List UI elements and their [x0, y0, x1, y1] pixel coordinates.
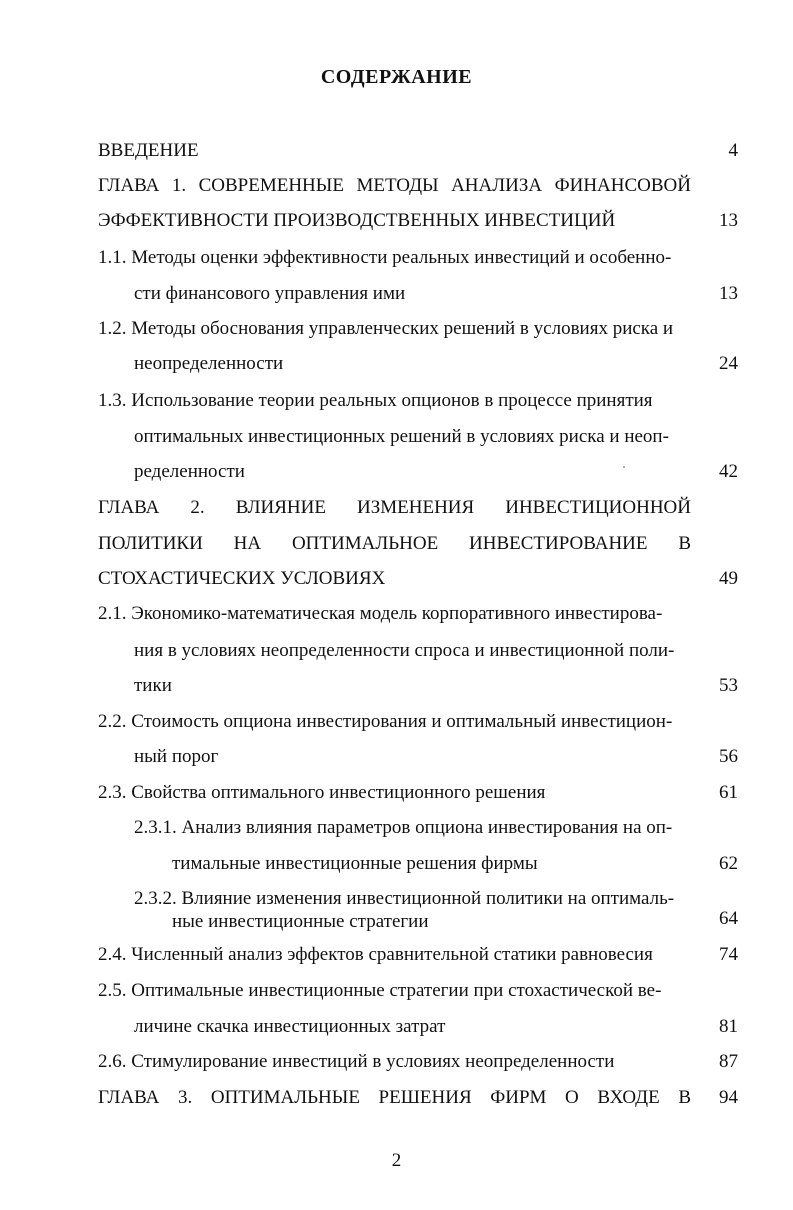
toc-page-number: 74	[719, 944, 738, 965]
toc-page-number: 49	[719, 568, 738, 589]
toc-chapter-3-line-1: ГЛАВА 3. ОПТИМАЛЬНЫЕ РЕШЕНИЯ ФИРМ О ВХОДЕ В	[98, 1087, 691, 1108]
toc-chapter-2-line-1: ГЛАВА 2. ВЛИЯНИЕ ИЗМЕНЕНИЯ ИНВЕСТИЦИОННОЙ	[98, 497, 691, 518]
toc-section-2-1-line-2: ния в условиях неопределенности спроса и инвестиционной поли-	[134, 640, 675, 661]
toc-section-2-6: 2.6. Стимулирование инвестиций в условиях неопределенности	[98, 1051, 615, 1072]
page-title: СОДЕРЖАНИЕ	[320, 66, 473, 88]
scan-speck	[623, 466, 625, 468]
toc-section-1-3-line-3: ределенности	[134, 461, 245, 482]
toc-subsection-2-3-1-line-2: тимальные инвестиционные решения фирмы	[172, 853, 538, 874]
toc-chapter-1-line-2: ЭФФЕКТИВНОСТИ ПРОИЗВОДСТВЕННЫХ ИНВЕСТИЦИЙ	[98, 210, 616, 231]
toc-entry-intro: ВВЕДЕНИЕ	[98, 140, 199, 161]
toc-page-number: 62	[719, 853, 738, 874]
toc-section-2-4: 2.4. Численный анализ эффектов сравнительной статики равновесия	[98, 944, 653, 965]
toc-section-2-2-line-1: 2.2. Стоимость опциона инвестирования и оптимальный инвестицион-	[98, 711, 673, 732]
toc-page-number: 81	[719, 1016, 738, 1037]
toc-section-2-5-line-1: 2.5. Оптимальные инвестиционные стратегии при стохастической ве-	[98, 980, 662, 1001]
toc-section-1-1-line-2: сти финансового управления ими	[134, 283, 406, 304]
toc-page-number: 53	[719, 675, 738, 696]
toc-section-2-1-line-3: тики	[134, 675, 172, 696]
toc-section-1-3-line-1: 1.3. Использование теории реальных опционов в процессе принятия	[98, 390, 653, 411]
toc-chapter-2-line-2: ПОЛИТИКИ НА ОПТИМАЛЬНОЕ ИНВЕСТИРОВАНИЕ В	[98, 533, 691, 554]
toc-page-number: 4	[728, 140, 738, 161]
toc-section-2-3: 2.3. Свойства оптимального инвестиционного решения	[98, 782, 546, 803]
toc-page-number: 64	[719, 908, 738, 929]
toc-page-number: 61	[719, 782, 738, 803]
toc-page-number: 13	[719, 283, 738, 304]
toc-section-1-2-line-1: 1.2. Методы обоснования управленческих решений в условиях риска и	[98, 318, 674, 339]
toc-page-number: 56	[719, 746, 738, 767]
toc-chapter-2-line-3: СТОХАСТИЧЕСКИХ УСЛОВИЯХ	[98, 568, 386, 589]
toc-page-number: 24	[719, 353, 738, 374]
toc-chapter-1-line-1: ГЛАВА 1. СОВРЕМЕННЫЕ МЕТОДЫ АНАЛИЗА ФИНАНСОВОЙ	[98, 175, 691, 196]
toc-section-2-5-line-2: личине скачка инвестиционных затрат	[134, 1016, 446, 1037]
toc-section-2-1-line-1: 2.1. Экономико-математическая модель корпоративного инвестирова-	[98, 603, 663, 624]
toc-section-1-1-line-1: 1.1. Методы оценки эффективности реальных инвестиций и особенно-	[98, 247, 672, 268]
toc-page-number: 94	[719, 1087, 738, 1108]
toc-section-1-3-line-2: оптимальных инвестиционных решений в условиях риска и неоп-	[134, 426, 669, 447]
toc-section-1-2-line-2: неопределенности	[134, 353, 284, 374]
toc-subsection-2-3-1-line-1: 2.3.1. Анализ влияния параметров опциона инвестирования на оп-	[134, 817, 673, 838]
toc-subsection-2-3-2-line-2: ные инвестиционные стратегии	[172, 911, 429, 932]
toc-section-2-2-line-2: ный порог	[134, 746, 219, 767]
page-number: 2	[391, 1150, 402, 1171]
toc-page-number: 13	[719, 210, 738, 231]
toc-page-number: 42	[719, 461, 738, 482]
toc-page-number: 87	[719, 1051, 738, 1072]
toc-subsection-2-3-2-line-1: 2.3.2. Влияние изменения инвестиционной политики на оптималь-	[134, 888, 675, 909]
